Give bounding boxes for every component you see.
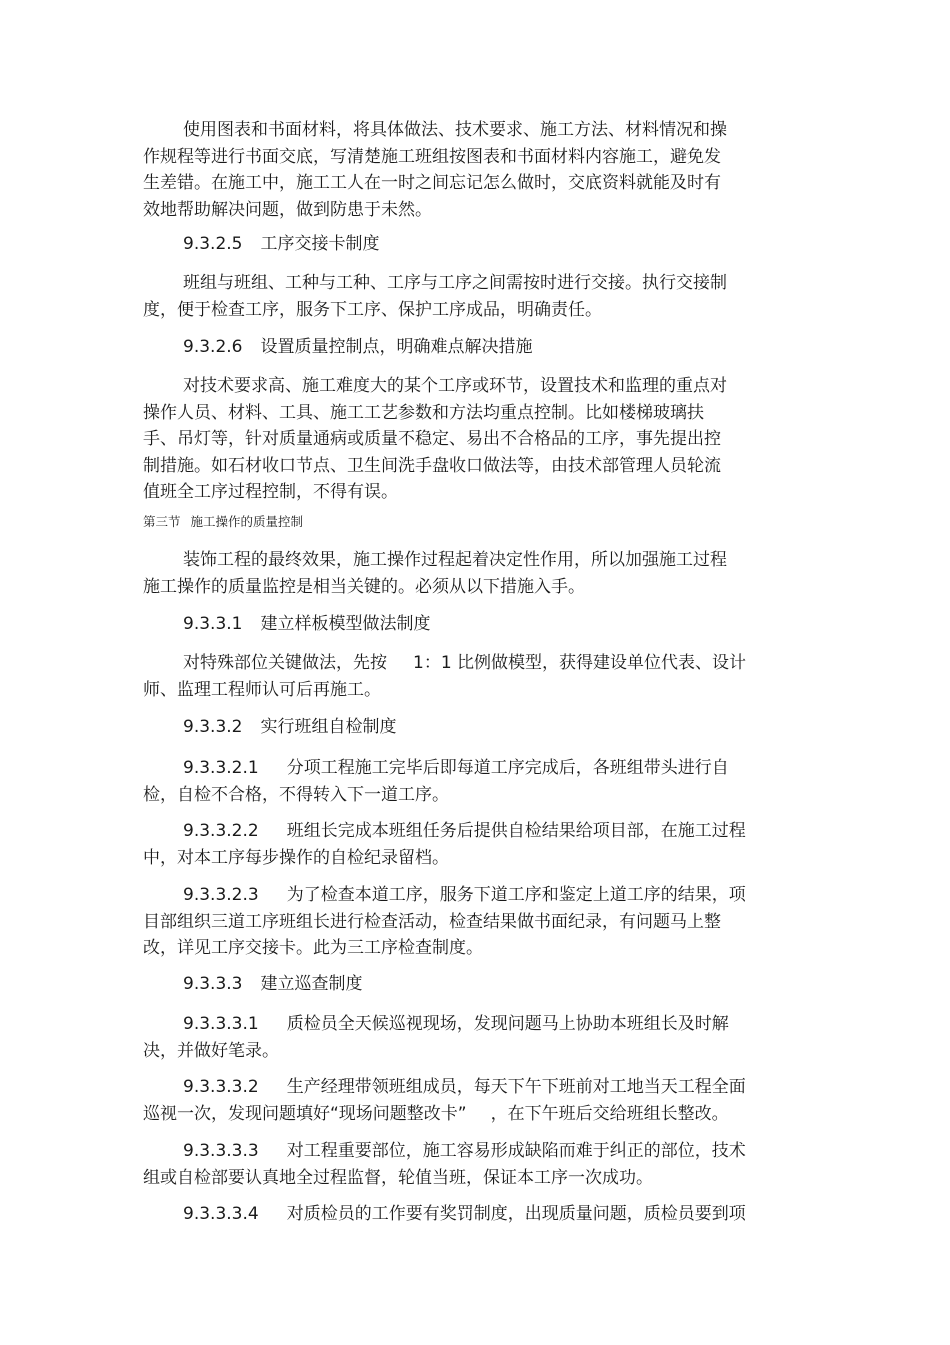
heading-text: 建立巡查制度 <box>260 974 363 994</box>
text-line: 度，便于检查工序，服务下工序、保护工序成品，明确责任。 <box>143 299 602 320</box>
text-line: 制措施。如石材收口节点、卫生间洗手盘收口做法等，由技术部管理人员轮流 <box>143 455 721 476</box>
text-line: 作规程等进行书面交底，写清楚施工班组按图表和书面材料内容施工，避免发 <box>143 146 721 167</box>
clause-9-3-3-2-1 <box>143 755 783 808</box>
text-segment: 1：1 比例做模型，获得建设单位代表、设计 <box>413 653 747 673</box>
clause-number: 9.3.3.3.3 <box>183 1141 259 1161</box>
heading-9-3-3-3 <box>183 971 362 998</box>
clause-9-3-3-3-3 <box>143 1138 783 1191</box>
text-segment: ，在下午班后交给班组长整改。 <box>490 1103 729 1124</box>
section-heading: 施工操作的质量控制 <box>190 514 304 529</box>
text-line: 对技术要求高、施工难度大的某个工序或环节，设置技术和监理的重点对 <box>183 376 727 396</box>
heading-9-3-3-1 <box>183 611 430 638</box>
paragraph-handover <box>143 270 783 323</box>
heading-number: 9.3.3.3 <box>183 974 243 994</box>
heading-text: 实行班组自检制度 <box>260 717 397 737</box>
heading-number: 9.3.2.6 <box>183 337 243 357</box>
text-line: 使用图表和书面材料，将具体做法、技术要求、施工方法、材料情况和操 <box>183 120 727 140</box>
heading-number: 9.3.2.5 <box>183 234 243 254</box>
paragraph-tech-briefing <box>143 117 783 223</box>
section-label: 第三节 <box>143 514 181 529</box>
clause-9-3-3-2-3 <box>143 882 783 962</box>
clause-number: 9.3.3.2.2 <box>183 821 259 841</box>
text-line: 生产经理带领班组成员，每天下午下班前对工地当天工程全面 <box>286 1077 746 1097</box>
clause-9-3-3-3-4 <box>143 1201 783 1228</box>
text-line: 班组长完成本班组任务后提供自检结果给项目部，在施工过程 <box>286 821 746 841</box>
paragraph-control-points <box>143 373 783 506</box>
text-line: 质检员全天候巡视现场，发现问题马上协助本班组长及时解 <box>286 1014 729 1034</box>
text-line: 组或自检部要认真地全过程监督，轮值当班，保证本工序一次成功。 <box>143 1167 653 1188</box>
text-line: 分项工程施工完毕后即每道工序完成后，各班组带头进行自 <box>286 758 729 778</box>
text-line: 操作人员、材料、工具、施工工艺参数和方法均重点控制。比如楼梯玻璃扶 <box>143 402 704 423</box>
text-line: 目部组织三道工序班组长进行检查活动，检查结果做书面纪录，有问题马上整 <box>143 911 721 932</box>
text-line: 中，对本工序每步操作的自检纪录留档。 <box>143 847 449 868</box>
heading-9-3-3-2 <box>183 714 396 741</box>
heading-number: 9.3.3.1 <box>183 614 243 634</box>
text-line: 检，自检不合格，不得转入下一道工序。 <box>143 784 449 805</box>
text-segment: 对特殊部位关键做法，先按 <box>183 653 387 673</box>
heading-number: 9.3.3.2 <box>183 717 243 737</box>
clause-number: 9.3.3.3.1 <box>183 1014 259 1034</box>
heading-9-3-2-5 <box>183 231 379 258</box>
text-line: 效地帮助解决问题，做到防患于未然。 <box>143 199 432 220</box>
text-line: 对质检员的工作要有奖罚制度，出现质量问题，质检员要到项 <box>286 1204 746 1224</box>
section-title <box>143 514 303 530</box>
clause-number: 9.3.3.2.1 <box>183 758 259 778</box>
clause-number: 9.3.3.3.4 <box>183 1204 259 1224</box>
paragraph-operation-quality <box>143 547 783 600</box>
heading-text: 建立样板模型做法制度 <box>260 614 431 634</box>
heading-9-3-2-6 <box>183 334 532 361</box>
text-line: 装饰工程的最终效果，施工操作过程起着决定性作用，所以加强施工过程 <box>183 550 727 570</box>
text-line: 值班全工序过程控制，不得有误。 <box>143 482 398 502</box>
clause-9-3-3-2-2 <box>143 818 783 871</box>
clause-9-3-3-3-1 <box>143 1011 783 1064</box>
text-line: 为了检查本道工序，服务下道工序和鉴定上道工序的结果，项 <box>286 885 746 905</box>
text-line: 改，详见工序交接卡。此为三工序检查制度。 <box>143 938 483 958</box>
heading-text: 设置质量控制点，明确难点解决措施 <box>260 337 533 357</box>
text-segment: 巡视一次，发现问题填好“现场问题整改卡” <box>143 1103 467 1124</box>
text-line: 施工操作的质量监控是相当关键的。必须从以下措施入手。 <box>143 576 585 597</box>
text-line: 决，并做好笔录。 <box>143 1040 279 1061</box>
text-line: 生差错。在施工中，施工工人在一时之间忘记怎么做时，交底资料就能及时有 <box>143 173 721 193</box>
paragraph-model <box>143 650 783 703</box>
text-line: 班组与班组、工种与工种、工序与工序之间需按时进行交接。执行交接制 <box>183 273 727 293</box>
clause-number: 9.3.3.3.2 <box>183 1077 259 1097</box>
text-line: 手、吊灯等，针对质量通病或质量不稳定、易出不合格品的工序，事先提出控 <box>143 429 721 449</box>
text-line: 师、监理工程师认可后再施工。 <box>143 679 381 700</box>
clause-number: 9.3.3.2.3 <box>183 885 259 905</box>
heading-text: 工序交接卡制度 <box>260 234 380 254</box>
clause-9-3-3-3-2 <box>143 1074 783 1127</box>
text-line: 对工程重要部位，施工容易形成缺陷而难于纠正的部位，技术 <box>286 1141 746 1161</box>
